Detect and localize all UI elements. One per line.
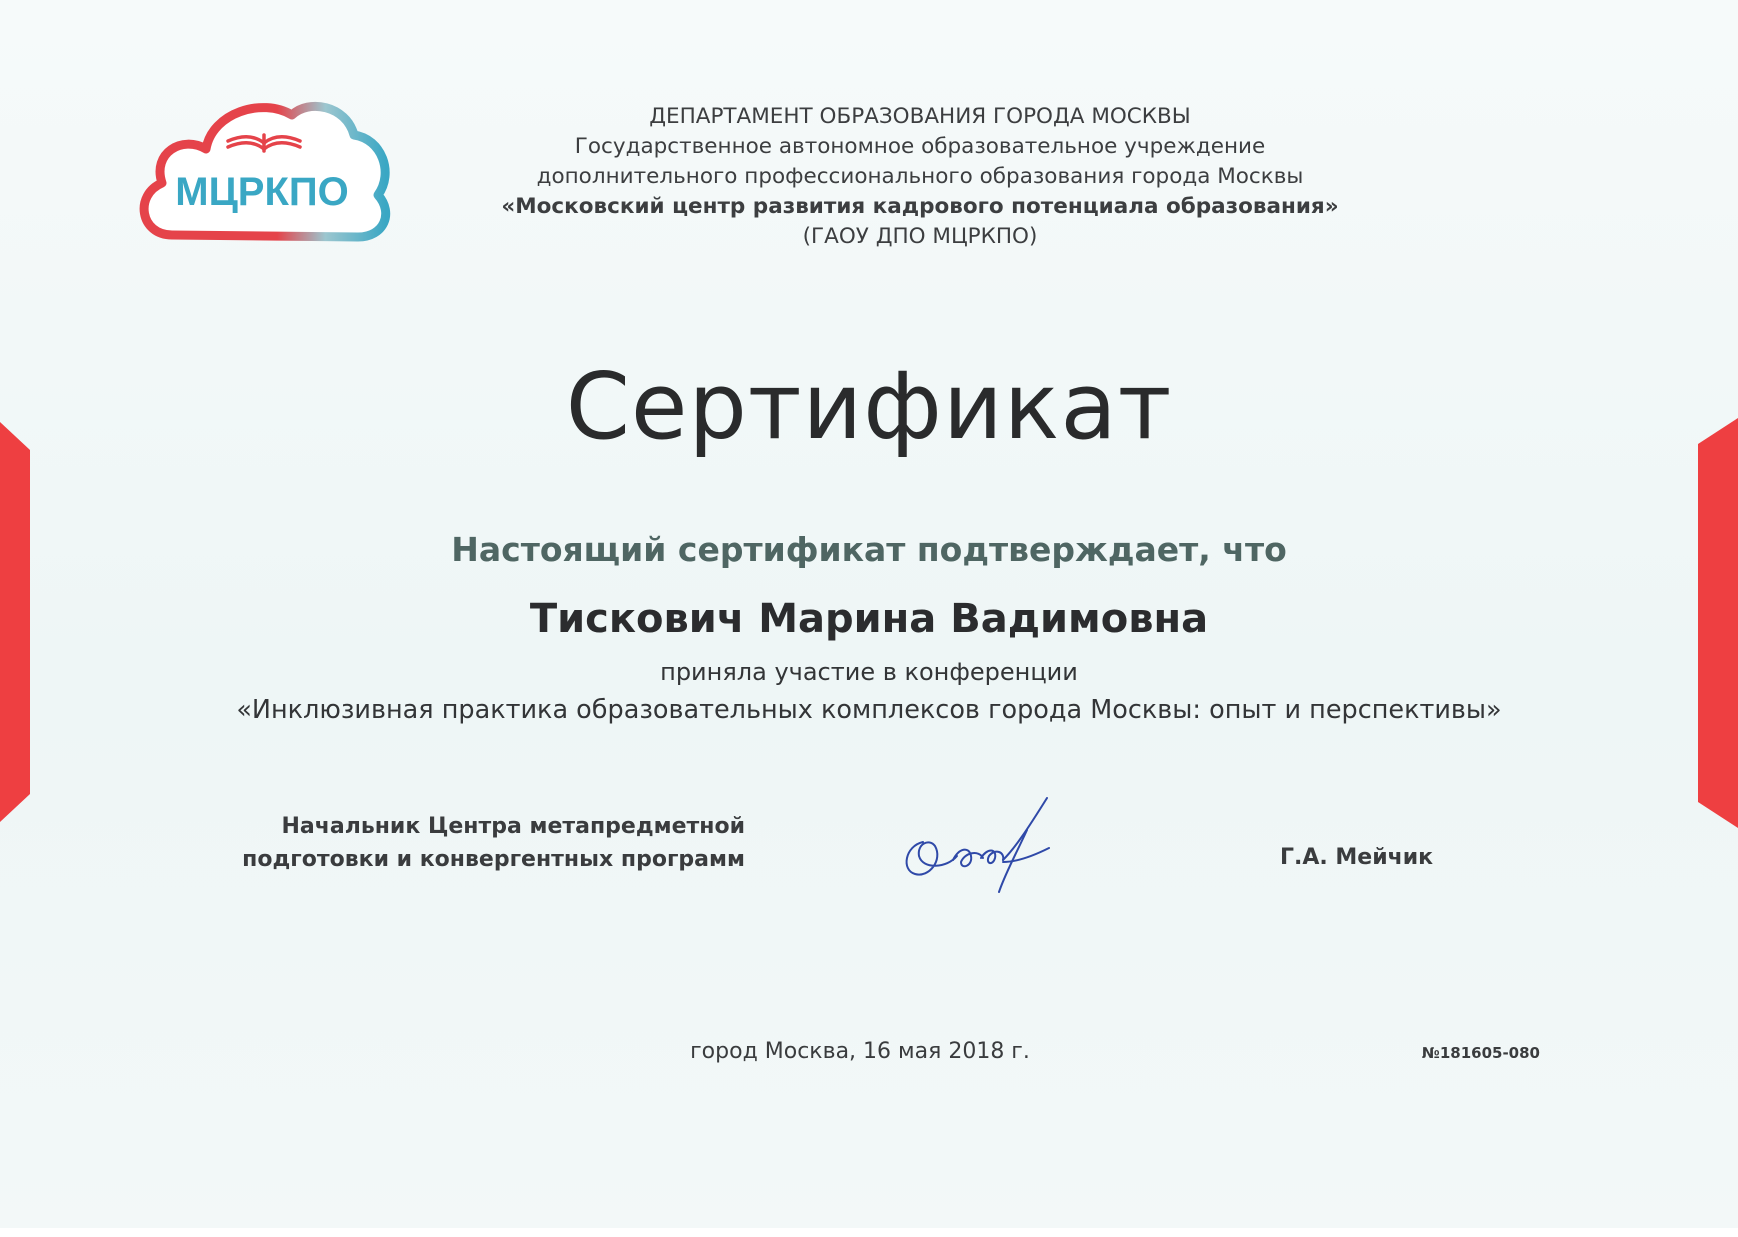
department-name: ДЕПАРТАМЕНТ ОБРАЗОВАНИЯ ГОРОДА МОСКВЫ bbox=[649, 104, 1191, 129]
certificate-title: Сертификат bbox=[565, 353, 1173, 460]
issuer-header bbox=[420, 102, 1420, 252]
cloud-book-logo-icon bbox=[132, 95, 392, 255]
institution-line-2: дополнительного профессионального образования города Москвы bbox=[536, 164, 1304, 189]
institution-logo bbox=[132, 95, 392, 255]
signer-position-line-2: подготовки и конвергентных программ bbox=[242, 847, 745, 872]
institution-abbreviation: (ГАОУ ДПО МЦРКПО) bbox=[802, 224, 1038, 249]
signer-position-line-1: Начальник Центра метапредметной bbox=[281, 814, 745, 839]
institution-line-1: Государственное автономное образовательное учреждение bbox=[574, 134, 1266, 159]
signer-name: Г.А. Мейчик bbox=[1280, 845, 1434, 870]
place-and-date: город Москва, 16 мая 2018 г. bbox=[690, 1039, 1030, 1064]
handwritten-signature-icon bbox=[895, 790, 1065, 900]
logo-text: МЦРКПО bbox=[175, 170, 349, 214]
participation-text: приняла участие в конференции bbox=[660, 658, 1078, 686]
institution-name: «Московский центр развития кадрового потенциала образования» bbox=[501, 194, 1339, 219]
certificate-number: №181605-080 bbox=[1421, 1044, 1540, 1062]
scan-bottom-edge bbox=[0, 1228, 1738, 1237]
conference-title: «Инклюзивная практика образовательных комплексов города Москвы: опыт и перспективы» bbox=[236, 695, 1502, 725]
recipient-name: Тискович Марина Вадимовна bbox=[529, 596, 1209, 642]
confirmation-text: Настоящий сертификат подтверждает, что bbox=[451, 530, 1287, 569]
signer-position bbox=[240, 810, 745, 876]
